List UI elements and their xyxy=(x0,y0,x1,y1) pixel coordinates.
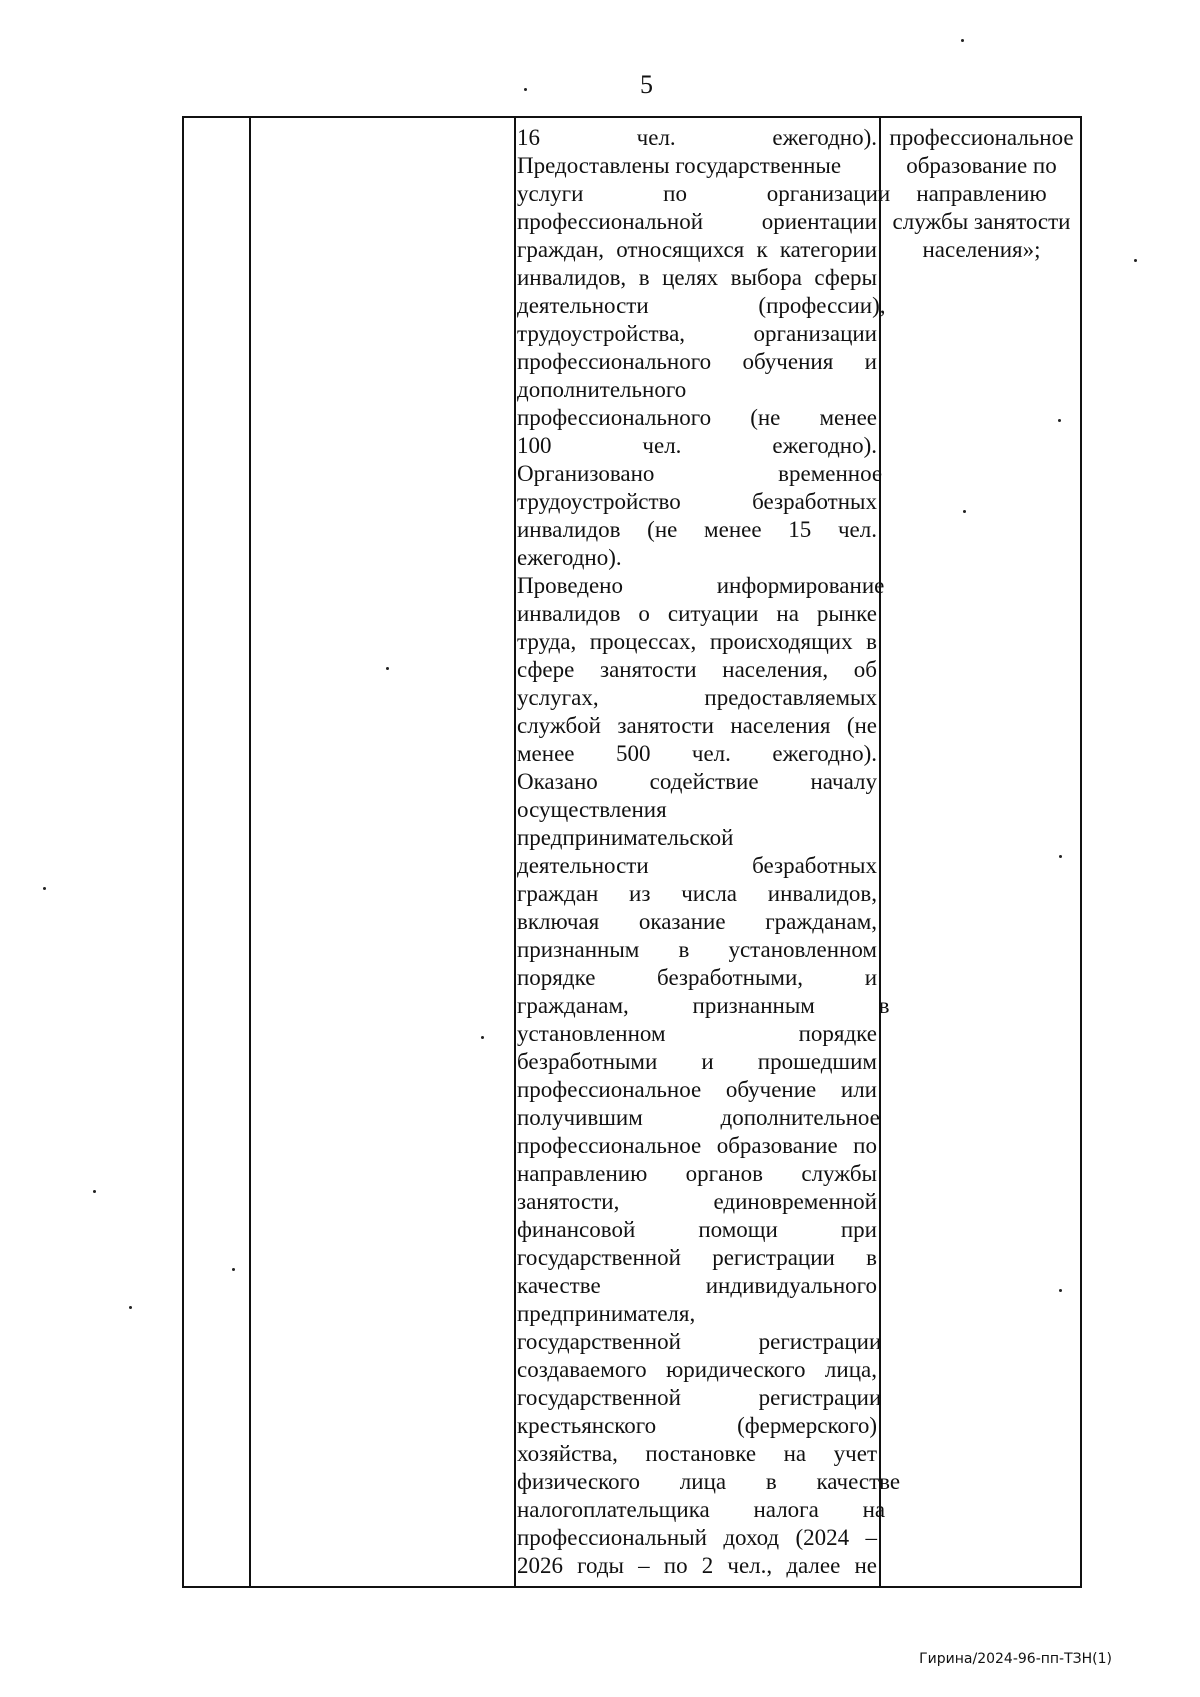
text-line: граждан, относящихся к категории xyxy=(517,237,877,262)
text-line: установленном порядке xyxy=(517,1021,877,1046)
text-line: 16 чел. ежегодно). xyxy=(517,125,877,150)
text-line: качестве индивидуального xyxy=(517,1273,877,1298)
text-line: службой занятости населения (не xyxy=(517,713,877,738)
scan-speck xyxy=(43,887,46,890)
text-line: труда, процессах, происходящих в xyxy=(517,629,877,654)
text-line: деятельности безработных xyxy=(517,853,877,878)
text-line: хозяйства, постановке на учет xyxy=(517,1441,877,1466)
scan-speck xyxy=(129,1306,132,1309)
text-line: создаваемого юридического лица, xyxy=(517,1357,877,1382)
text-line: трудоустройства, организации xyxy=(517,321,877,346)
text-line: осуществления xyxy=(517,797,667,822)
text-line: услугах, предоставляемых xyxy=(517,685,877,710)
text-line: Организовано временное xyxy=(517,461,883,486)
text-line: профессиональной ориентации xyxy=(517,209,877,234)
text-line: безработными и прошедшим xyxy=(517,1049,877,1074)
text-line: деятельности (профессии), xyxy=(517,293,886,318)
scan-speck xyxy=(93,1190,96,1193)
page-number: 5 xyxy=(640,70,653,99)
text-line: государственной регистрации xyxy=(517,1385,882,1410)
text-line: государственной регистрации в xyxy=(517,1245,877,1270)
text-line: инвалидов (не менее 15 чел. xyxy=(517,517,877,542)
text-line: крестьянского (фермерского) xyxy=(517,1413,877,1438)
text-line: государственной регистрации xyxy=(517,1329,882,1354)
table-column-divider xyxy=(249,118,251,1586)
text-line: Предоставлены государственные xyxy=(517,153,842,178)
scan-speck xyxy=(961,39,964,42)
text-line: гражданам, признанным в xyxy=(517,993,890,1018)
text-line: финансовой помощи при xyxy=(517,1217,877,1242)
text-line: дополнительного xyxy=(517,377,687,402)
text-line: Проведено информирование xyxy=(517,573,885,598)
text-line: включая оказание гражданам, xyxy=(517,909,877,934)
text-line: 100 чел. ежегодно). xyxy=(517,433,877,458)
text-line: предпринимателя, xyxy=(517,1301,696,1326)
scan-speck xyxy=(1134,259,1137,262)
text-line: профессиональное xyxy=(889,125,1074,150)
text-line: образование по xyxy=(906,153,1057,178)
text-line: профессиональное образование по xyxy=(517,1133,877,1158)
text-line: граждан из числа инвалидов, xyxy=(517,881,877,906)
text-line: получившим дополнительное xyxy=(517,1105,880,1130)
text-line: инвалидов о ситуации на рынке xyxy=(517,601,877,626)
text-line: направлению органов службы xyxy=(517,1161,877,1186)
text-line: услуги по организации xyxy=(517,181,891,206)
text-line: налогоплательщика налога на xyxy=(517,1497,886,1522)
text-line: трудоустройство безработных xyxy=(517,489,877,514)
text-line: населения»; xyxy=(922,237,1041,262)
document-code: Гирина/2024-96-пп-ТЗН(1) xyxy=(919,1651,1112,1667)
program-table xyxy=(182,116,1082,1588)
measures-results-cell xyxy=(517,124,901,1580)
text-line: Оказано содействие началу xyxy=(517,769,877,794)
text-line: профессионального обучения и xyxy=(517,349,877,374)
text-line: инвалидов, в целях выбора сферы xyxy=(517,265,877,290)
scan-speck xyxy=(524,88,527,91)
text-line: признанным в установленном xyxy=(517,937,877,962)
text-line: порядке безработными, и xyxy=(517,965,877,990)
table-column-divider xyxy=(514,118,516,1586)
text-line: профессионального (не менее xyxy=(517,405,877,430)
text-line: сфере занятости населения, об xyxy=(517,657,877,682)
text-line: физического лица в качестве xyxy=(517,1469,901,1494)
text-line: службы занятости xyxy=(892,209,1071,234)
text-line: направлению xyxy=(916,181,1047,206)
responsible-cell xyxy=(881,124,1082,264)
text-line: профессиональное обучение или xyxy=(517,1077,877,1102)
text-line: ежегодно). xyxy=(517,545,622,570)
text-line: 2026 годы – по 2 чел., далее не xyxy=(517,1553,877,1578)
table-column-divider xyxy=(879,118,881,1586)
text-line: занятости, единовременной xyxy=(517,1189,877,1214)
text-line: менее 500 чел. ежегодно). xyxy=(517,741,877,766)
text-line: предпринимательской xyxy=(517,825,734,850)
text-line: профессиональный доход (2024 – xyxy=(517,1525,877,1550)
